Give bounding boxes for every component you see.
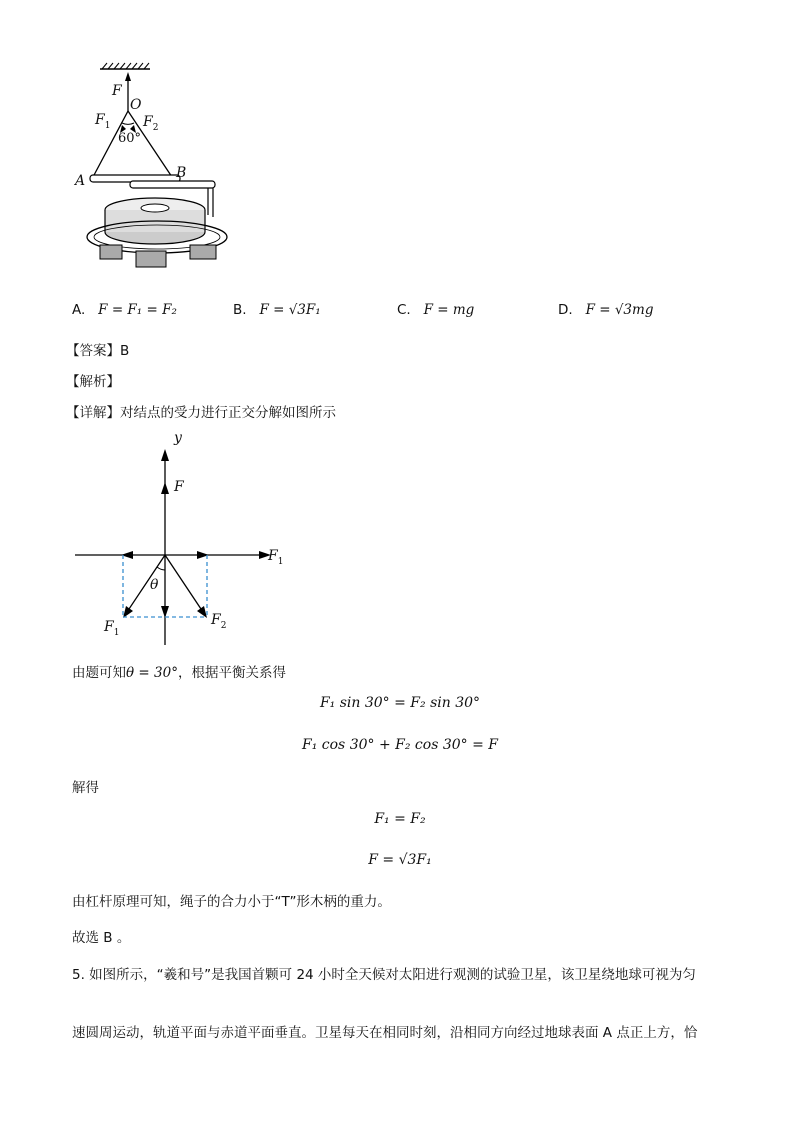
option-c: C. F = mg [397,302,475,318]
fig2-label-F1: $F_1$ [104,619,120,638]
fig2-label-F: F [174,479,184,495]
equation-3: F₁ = F₂ [374,811,426,827]
fig2-label-y: y [174,430,182,446]
fig1-label-F2: $F_2$ [143,114,159,133]
millstone-figure [60,55,240,285]
detail-text: 对结点的受力进行正交分解如图所示 [120,405,336,421]
option-d: D. F = √3mg [558,302,654,318]
fig1-label-O: O [130,97,142,113]
fig2-label-theta: θ [150,577,159,593]
lever-conclusion: 由杠杆原理可知，绳子的合力小于“T”形木柄的重力。 [72,894,391,910]
choice-statement: 故选 B 。 [72,930,131,946]
detail-line [66,401,336,421]
theta-statement: 由题可知θ = 30°，根据平衡关系得 [72,665,286,681]
fig2-label-F2: $F_2$ [211,612,227,631]
answer-tag: 【答案】 [66,343,120,359]
fig1-label-F: F [112,83,122,99]
question-5-line-2: 速圆周运动，轨道平面与赤道平面垂直。卫星每天在相同时刻，沿相同方向经过地球表面 A 点正上方，恰 [72,1025,698,1041]
solve-label: 解得 [72,780,99,796]
fig1-label-F1: $F_1$ [95,112,111,131]
equation-1: F₁ sin 30° = F₂ sin 30° [319,695,481,711]
fig1-label-A: A [75,173,86,189]
answer-line [66,339,129,359]
equation-4: F = √3F₁ [368,852,432,868]
detail-tag: 【详解】 [66,405,120,421]
analysis-line: 【解析】 [66,374,120,390]
answer-value: B [120,343,130,359]
fig1-angle-label: 60° [118,131,142,146]
fig1-label-B: B [176,165,187,181]
option-a: A. F = F₁ = F₂ [72,302,177,318]
option-b: B. F = √3F₁ [233,302,321,318]
equation-2: F₁ cos 30° + F₂ cos 30° = F [302,737,498,753]
question-5-line-1: 5. 如图所示，“羲和号”是我国首颗可 24 小时全天候对太阳进行观测的试验卫星，该卫星绕地球可视为匀 [72,967,696,983]
fig2-label-F1-axis: $F_1$ [268,548,284,567]
